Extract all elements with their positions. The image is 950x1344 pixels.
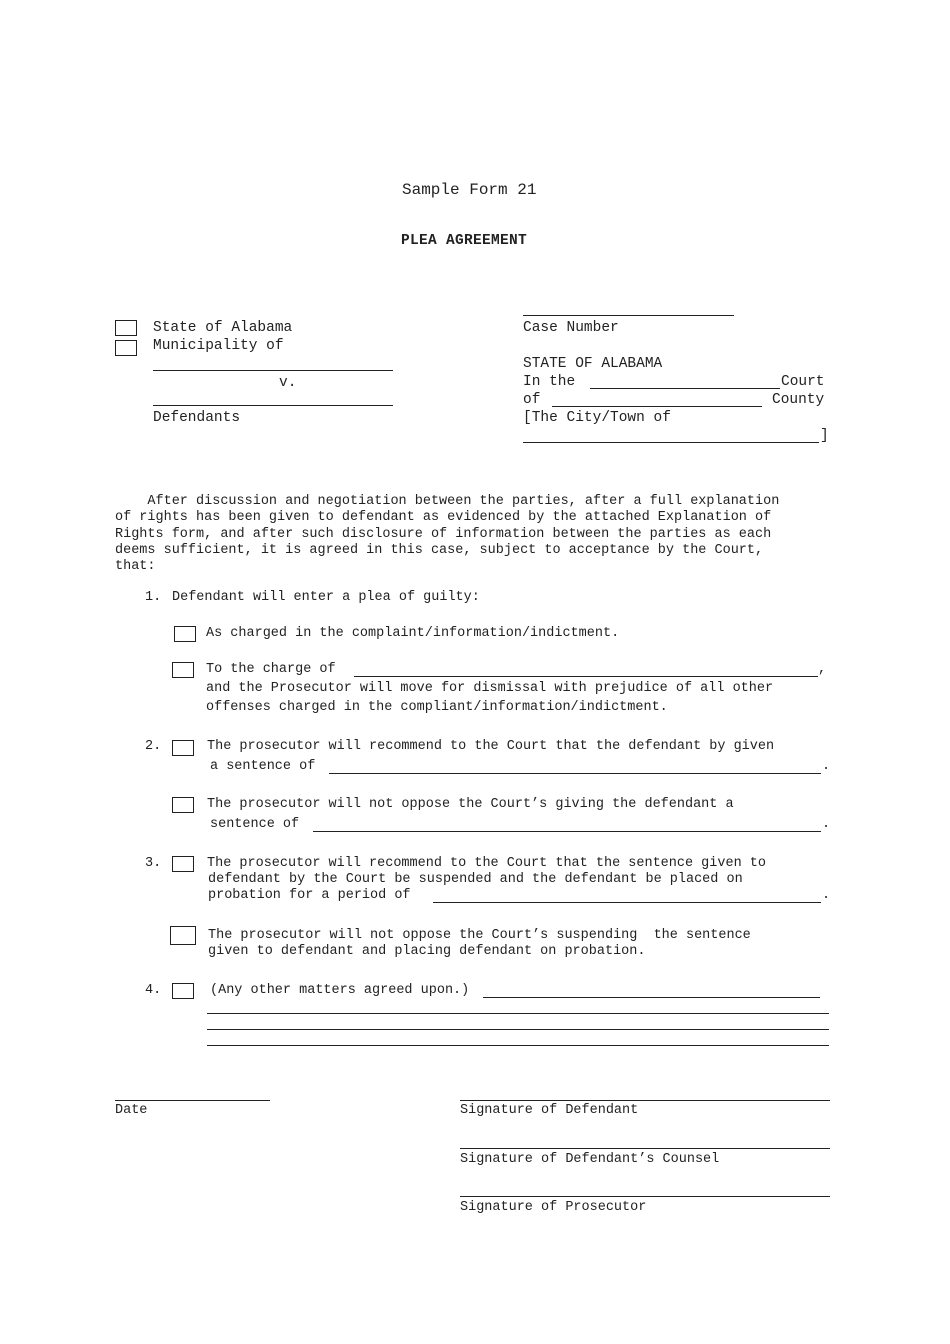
item-4-number: 4. xyxy=(145,983,162,998)
item-1-number: 1. xyxy=(145,590,162,605)
court-name-line[interactable] xyxy=(590,388,780,389)
item-1a-checkbox[interactable] xyxy=(174,626,196,642)
defendant-name-line[interactable] xyxy=(153,405,393,406)
item-3a-line-1: The prosecutor will recommend to the Court that the sentence given to xyxy=(207,856,766,871)
state-heading: STATE OF ALABAMA xyxy=(523,356,663,372)
item-2a-line-2: a sentence of xyxy=(210,759,316,774)
page-title: PLEA AGREEMENT xyxy=(401,233,528,249)
city-close-bracket: ] xyxy=(820,428,829,444)
item-2b-period: . xyxy=(822,817,831,832)
item-1-text: Defendant will enter a plea of guilty: xyxy=(172,590,480,605)
intro-line-5: that: xyxy=(115,559,156,574)
item-2a-checkbox[interactable] xyxy=(172,740,194,756)
counsel-signature-line[interactable] xyxy=(460,1148,830,1149)
item-3b-line-1: The prosecutor will not oppose the Court’s suspending the sentence xyxy=(208,928,751,943)
probation-period-line[interactable] xyxy=(433,902,821,903)
case-number-label: Case Number xyxy=(523,320,619,336)
charge-line[interactable] xyxy=(354,676,818,677)
prosecutor-signature-line[interactable] xyxy=(460,1196,830,1197)
other-matters-line-1[interactable] xyxy=(483,997,820,998)
other-matters-line-2[interactable] xyxy=(207,1013,829,1014)
item-2b-checkbox[interactable] xyxy=(172,797,194,813)
defendant-signature-label: Signature of Defendant xyxy=(460,1103,639,1118)
court-line-suffix: Court xyxy=(781,374,825,390)
prosecutor-signature-label: Signature of Prosecutor xyxy=(460,1200,647,1215)
state-option-label: State of Alabama xyxy=(153,320,293,336)
city-name-line[interactable] xyxy=(523,442,819,443)
item-2b-line-2: sentence of xyxy=(210,817,300,832)
item-2b-line-1: The prosecutor will not oppose the Court’s giving the defendant a xyxy=(207,797,734,812)
county-line-suffix: County xyxy=(772,392,825,408)
recommended-sentence-line[interactable] xyxy=(329,773,821,774)
counsel-signature-label: Signature of Defendant’s Counsel xyxy=(460,1152,720,1167)
versus-label: v. xyxy=(279,375,297,391)
county-line-prefix: of xyxy=(523,392,541,408)
form-label: Sample Form 21 xyxy=(402,181,537,199)
item-2a-period: . xyxy=(822,759,831,774)
defendants-label: Defendants xyxy=(153,410,241,426)
defendant-signature-line[interactable] xyxy=(460,1100,830,1101)
item-4-text: (Any other matters agreed upon.) xyxy=(210,983,470,998)
item-3a-line-3: probation for a period of xyxy=(208,888,411,903)
item-3-number: 3. xyxy=(145,856,162,871)
intro-line-1: After discussion and negotiation between the parties, after a full explanation xyxy=(115,494,780,509)
municipality-checkbox[interactable] xyxy=(115,340,137,356)
date-label: Date xyxy=(115,1103,148,1118)
item-1a-text: As charged in the complaint/information/indictment. xyxy=(206,626,620,641)
other-matters-line-3[interactable] xyxy=(207,1029,829,1030)
item-1b-checkbox[interactable] xyxy=(172,662,194,678)
item-3b-checkbox[interactable] xyxy=(170,926,196,945)
item-3a-checkbox[interactable] xyxy=(172,856,194,872)
intro-line-3: Rights form, and after such disclosure of information between the parties as each xyxy=(115,527,772,542)
municipality-option-label: Municipality of xyxy=(153,338,284,354)
intro-line-4: deems sufficient, it is agreed in this case, subject to acceptance by the Court, xyxy=(115,543,764,558)
city-line-label: [The City/Town of xyxy=(523,410,671,426)
unopposed-sentence-line[interactable] xyxy=(313,831,821,832)
other-matters-line-4[interactable] xyxy=(207,1045,829,1046)
intro-line-2: of rights has been given to defendant as evidenced by the attached Explanation of xyxy=(115,510,772,525)
item-3b-line-2: given to defendant and placing defendant on probation. xyxy=(208,944,646,959)
item-1b-line-2: and the Prosecutor will move for dismissal with prejudice of all other xyxy=(206,681,774,696)
item-4-checkbox[interactable] xyxy=(172,983,194,999)
municipality-name-line[interactable] xyxy=(153,370,393,371)
item-3a-line-2: defendant by the Court be suspended and the defendant be placed on xyxy=(208,872,743,887)
date-line[interactable] xyxy=(115,1100,270,1101)
item-1b-line-3: offenses charged in the compliant/information/indictment. xyxy=(206,700,668,715)
item-3a-period: . xyxy=(822,888,831,903)
item-2a-line-1: The prosecutor will recommend to the Court that the defendant by given xyxy=(207,739,775,754)
item-1b-comma: , xyxy=(818,662,827,677)
case-number-line[interactable] xyxy=(523,315,734,316)
court-line-prefix: In the xyxy=(523,374,576,390)
item-2-number: 2. xyxy=(145,739,162,754)
state-of-alabama-checkbox[interactable] xyxy=(115,320,137,336)
county-name-line[interactable] xyxy=(552,406,762,407)
item-1b-prefix: To the charge of xyxy=(206,662,336,677)
